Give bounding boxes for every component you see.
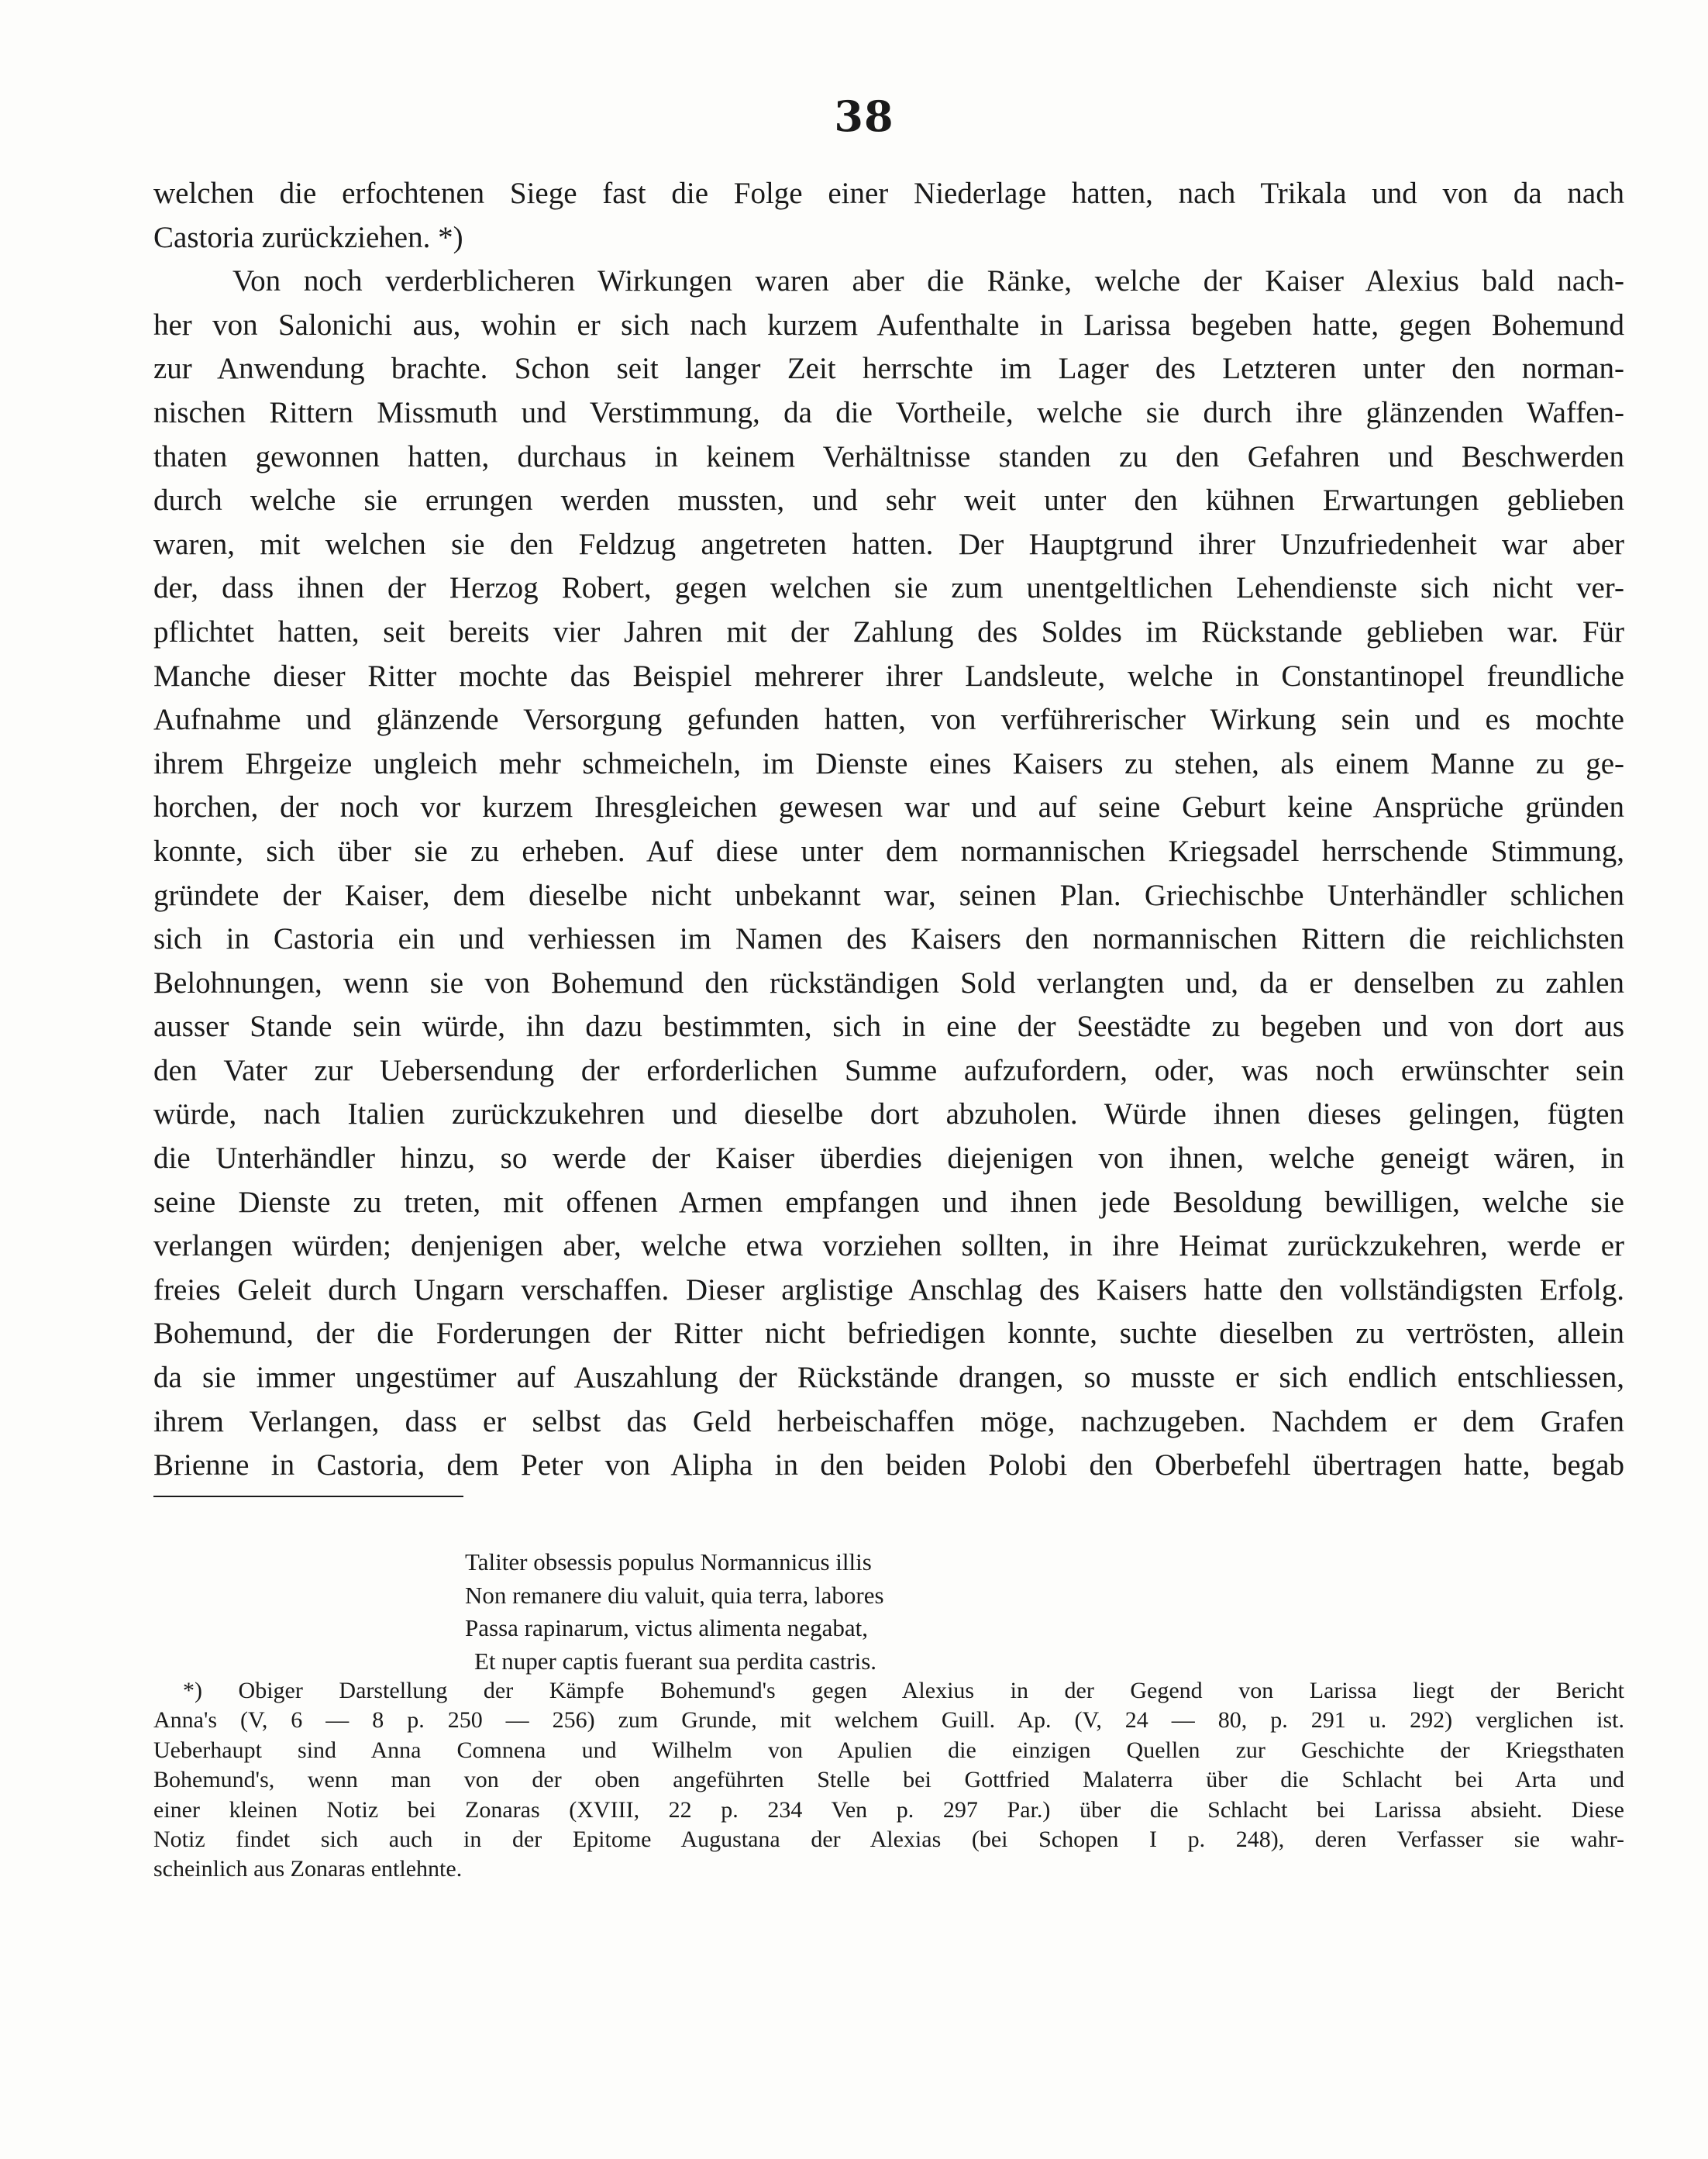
text-line: verlangen würden; denjenigen aber, welche etwa vorziehen sollten, in ihre Heimat zurückzukehren, werde er [153,1229,1624,1263]
text-line: die Unterhändler hinzu, so werde der Kaiser überdies diejenigen von ihnen, welche geneigt wären, in [153,1141,1624,1176]
footnote-line: Ueberhaupt sind Anna Comnena und Wilhelm von Apulien die einzigen Quellen zur Geschichte der Kriegsthaten [153,1737,1624,1763]
footnote-line: *) Obiger Darstellung der Kämpfe Bohemund's gegen Alexius in der Gegend von Larissa liegt der Bericht [183,1678,1624,1703]
text-line: Belohnungen, wenn sie von Bohemund den rückständigen Sold verlangten und, da er denselben zu zahlen [153,966,1624,1000]
verse-line: Non remanere diu valuit, quia terra, labores [465,1581,884,1609]
text-line: da sie immer ungestümer auf Auszahlung der Rückstände drangen, so musste er sich endlich entschliessen, [153,1361,1624,1395]
footnote-line: Notiz findet sich auch in der Epitome Augustana der Alexias (bei Schopen I p. 248), deren Verfasser sie wahr- [153,1826,1624,1852]
text-line: Manche dieser Ritter mochte das Beispiel mehrerer ihrer Landsleute, welche in Constantinopel freundliche [153,659,1624,693]
text-line: nischen Rittern Missmuth und Verstimmung, da die Vortheile, welche sie durch ihre glänzenden Waffen- [153,395,1624,429]
text-line: freies Geleit durch Ungarn verschaffen. Dieser arglistige Anschlag des Kaisers hatte den vollständigsten Erfolg. [153,1272,1624,1307]
footnote-line: einer kleinen Notiz bei Zonaras (XVIII, 22 p. 234 Ven p. 297 Par.) über die Schlacht bei Larissa absieht. Diese [153,1796,1624,1823]
text-line: ihrem Ehrgeize ungleich mehr schmeicheln, im Dienste eines Kaisers zu stehen, als einem Manne zu ge- [153,746,1624,780]
text-line: her von Salonichi aus, wohin er sich nach kurzem Aufenthalte in Larissa begeben hatte, gegen Bohemund [153,308,1624,342]
text-line: Bohemund, der die Forderungen der Ritter nicht befriedigen konnte, suchte dieselben zu vertrösten, allein [153,1317,1624,1351]
footnote-line: scheinlich aus Zonaras entlehnte. [153,1856,463,1882]
text-line: gründete der Kaiser, dem dieselbe nicht unbekannt war, seinen Plan. Griechischbe Unterhändler schlichen [153,878,1624,912]
text-line: seine Dienste zu treten, mit offenen Armen empfangen und ihnen jede Besoldung bewilligen, welche sie [153,1185,1624,1219]
page-number: 38 [834,91,894,141]
text-line: ihrem Verlangen, dass er selbst das Geld herbeischaffen möge, nachzugeben. Nachdem er dem Grafen [153,1404,1624,1438]
latin-verse-quote [465,1546,1162,1678]
text-line: Von noch verderblicheren Wirkungen waren aber die Ränke, welche der Kaiser Alexius bald nach- [232,264,1624,298]
text-line: thaten gewonnen hatten, durchaus in keinem Verhältnisse standen zu den Gefahren und Beschwerden [153,439,1624,473]
text-line: Aufnahme und glänzende Versorgung gefunden hatten, von verführerischer Wirkung sein und es mochte [153,703,1624,737]
text-line: ausser Stande sein würde, ihn dazu bestimmten, sich in eine der Seestädte zu begeben und von dort aus [153,1010,1624,1044]
text-line: Castoria zurückziehen. *) [153,220,463,254]
main-text-block [153,172,1624,1488]
footnote-block [153,1676,1624,1885]
text-line: konnte, sich über sie zu erheben. Auf diese unter dem normannischen Kriegsadel herrschende Stimmung, [153,834,1624,868]
verse-line: Passa rapinarum, victus alimenta negabat, [465,1614,868,1641]
footnote-divider [153,1496,463,1497]
text-line: pflichtet hatten, seit bereits vier Jahren mit der Zahlung des Soldes im Rückstande geblieben war. Für [153,615,1624,649]
verse-line: Taliter obsessis populus Normannicus illis [465,1548,872,1575]
text-line: den Vater zur Uebersendung der erforderlichen Summe aufzufordern, oder, was noch erwünschter sein [153,1053,1624,1087]
footnote-line: Bohemund's, wenn man von der oben angeführten Stelle bei Gottfried Malaterra über die Schlacht bei Arta und [153,1767,1624,1793]
verse-line: Et nuper captis fuerant sua perdita castris. [474,1647,877,1675]
footnote-line: Anna's (V, 6 — 8 p. 250 — 256) zum Grunde, mit welchem Guill. Ap. (V, 24 — 80, p. 291 u. 292) verglichen ist. [153,1707,1624,1734]
text-line: würde, nach Italien zurückzukehren und dieselbe dort abzuholen. Würde ihnen dieses gelingen, fügten [153,1097,1624,1131]
text-line: horchen, der noch vor kurzem Ihresgleichen gewesen war und auf seine Geburt keine Ansprüche gründen [153,790,1624,825]
text-line: zur Anwendung brachte. Schon seit langer Zeit herrschte im Lager des Letzteren unter den norman- [153,352,1624,386]
text-line: der, dass ihnen der Herzog Robert, gegen welchen sie zum unentgeltlichen Lehendienste sich nicht ver- [153,571,1624,605]
text-line: Brienne in Castoria, dem Peter von Alipha in den beiden Polobi den Oberbefehl übertragen hatte, begab [153,1448,1624,1482]
text-line: welchen die erfochtenen Siege fast die Folge einer Niederlage hatten, nach Trikala und von da nach [153,177,1624,210]
text-line: waren, mit welchen sie den Feldzug angetreten hatten. Der Hauptgrund ihrer Unzufriedenheit war aber [153,527,1624,561]
text-line: durch welche sie errungen werden mussten, und sehr weit unter den kühnen Erwartungen geblieben [153,484,1624,518]
text-line: sich in Castoria ein und verhiessen im Namen des Kaisers den normannischen Rittern die reichlichsten [153,922,1624,956]
